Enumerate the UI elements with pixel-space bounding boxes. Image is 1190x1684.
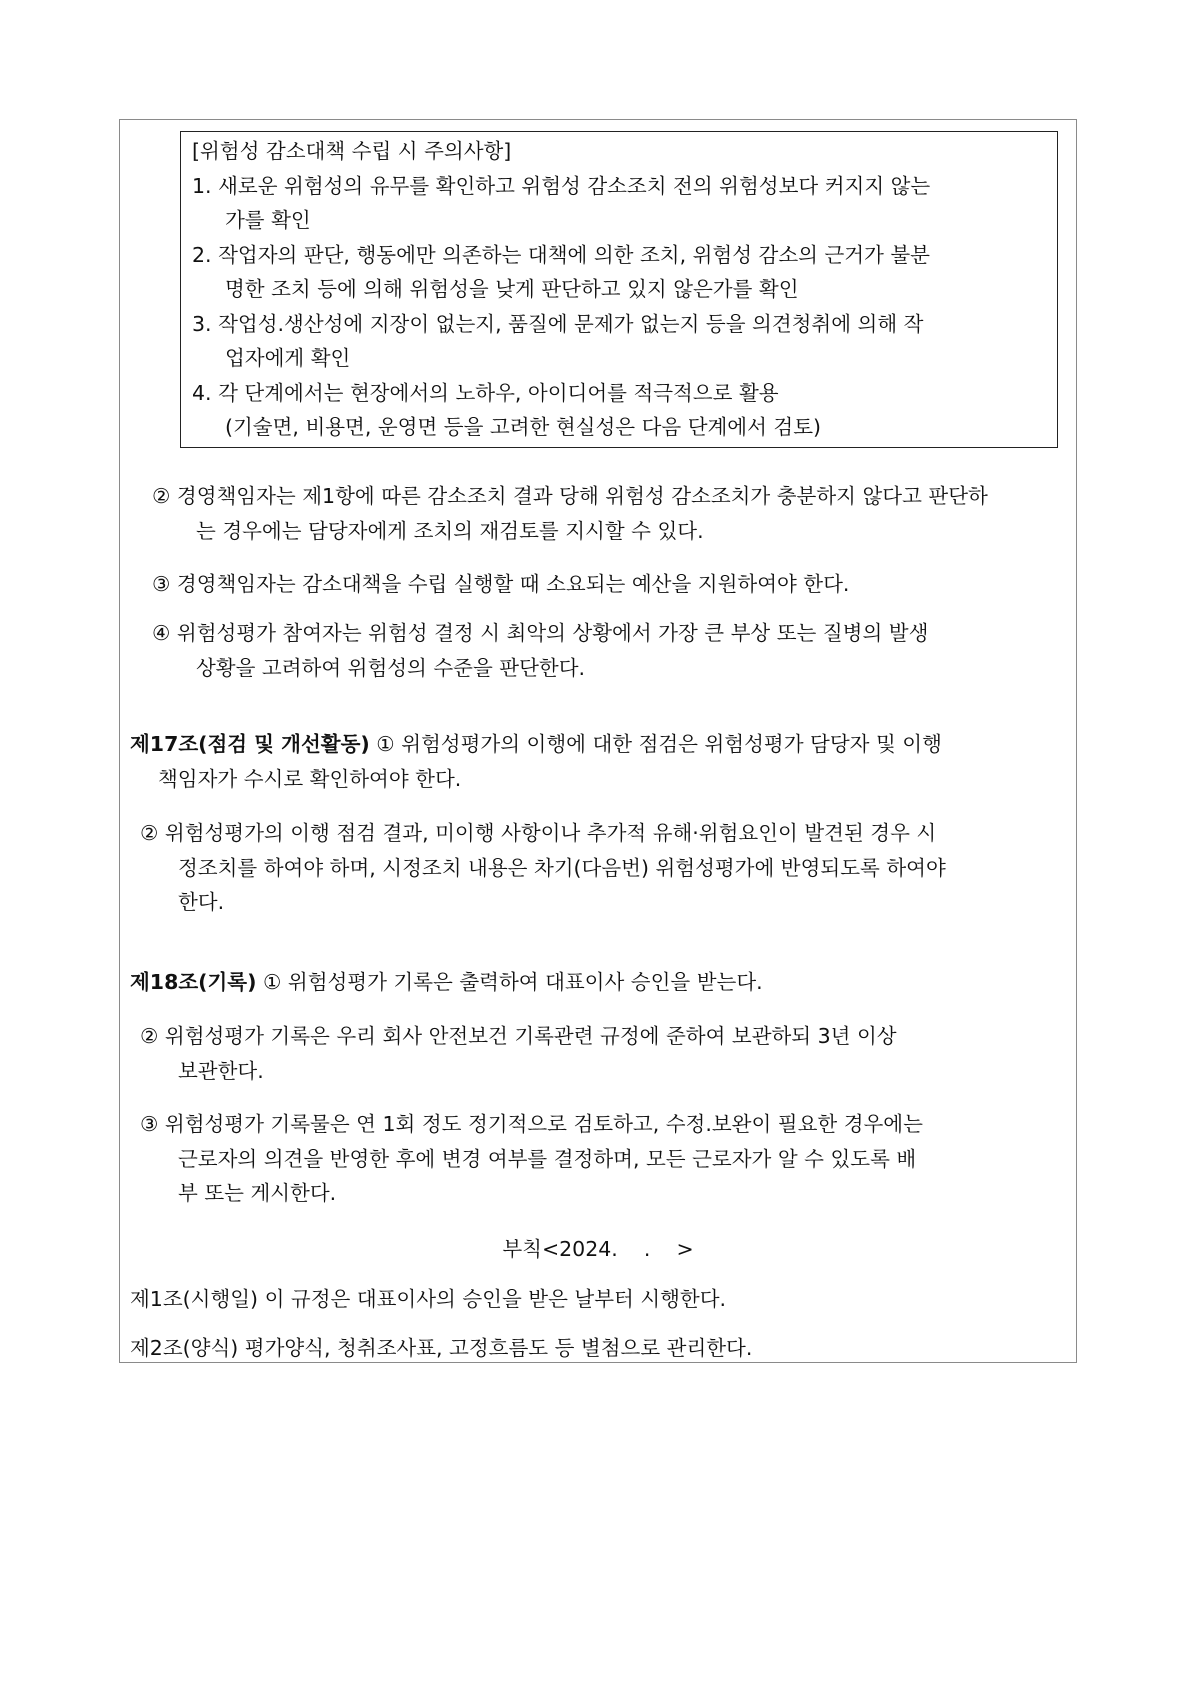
paragraph-line: ② 위험성평가의 이행 점검 결과, 미이행 사항이나 추가적 유해·위험요인이 발견된 경우 시 [140,821,937,845]
paragraph-line: ③ 위험성평가 기록물은 연 1회 정도 정기적으로 검토하고, 수정.보완이 필요한 경우에는 [140,1112,923,1136]
notice-item-continuation: 명한 조치 등에 의해 위험성을 낮게 판단하고 있지 않은가를 확인 [225,277,799,301]
art18-paragraph-3 [140,1107,1064,1211]
paragraph-line: 제2조(양식) 평가양식, 청취조사표, 고정흐름도 등 별첨으로 관리한다. [130,1336,753,1360]
notice-item-number: 4. [192,380,212,405]
paragraph-continuation: 책임자가 수시로 확인하여야 한다. [158,766,462,791]
notice-item-number: 3. [192,311,212,336]
article-heading: 제17조(점검 및 개선활동) [130,732,370,756]
notice-item-continuation: (기술면, 비용면, 운영면 등을 고려한 현실성은 다음 단계에서 검토) [225,415,822,439]
notice-item-continuation: 업자에게 확인 [225,346,351,370]
supplementary-title: 부칙<2024. . > [502,1237,694,1261]
paragraph-continuation: 상황을 고려하여 위험성의 수준을 판단한다. [196,655,586,680]
notice-item-line: 새로운 위험성의 유무를 확인하고 위험성 감소조치 전의 위험성보다 커지지 않는 [218,173,931,198]
notice-item-number: 2. [192,242,212,267]
notice-item-line: 각 단계에서는 현장에서의 노하우, 아이디어를 적극적으로 활용 [218,380,779,405]
notice-item-continuation: 가를 확인 [225,208,311,232]
paragraph-line: ③ 경영책임자는 감소대책을 수립 실행할 때 소요되는 예산을 지원하여야 한다. [152,572,850,596]
art18-paragraph-2 [140,1019,1064,1088]
paragraph-continuation: 는 경우에는 담당자에게 조치의 재검토를 지시할 수 있다. [196,518,704,543]
notice-item-line: 작업자의 판단, 행동에만 의존하는 대책에 의한 조치, 위험성 감소의 근거가 불분 [218,242,930,267]
notice-item-3 [192,307,1047,376]
notice-item-4 [192,376,1047,445]
paragraph-line: ④ 위험성평가 참여자는 위험성 결정 시 최악의 상황에서 가장 큰 부상 또는 질병의 발생 [152,621,929,645]
paragraph-line: ① 위험성평가 기록은 출력하여 대표이사 승인을 받는다. [256,970,763,994]
paragraph-line: 제1조(시행일) 이 규정은 대표이사의 승인을 받은 날부터 시행한다. [130,1287,727,1311]
notice-item-1 [192,169,1047,238]
notice-item-2 [192,238,1047,307]
paragraph-continuation: 한다. [178,890,225,914]
notice-item-line: 작업성.생산성에 지장이 없는지, 품질에 문제가 없는지 등을 의견청취에 의해 작 [218,311,924,336]
paragraph-continuation: 보관한다. [178,1058,264,1083]
supplementary-article-1 [130,1282,1064,1317]
notice-box [180,131,1058,448]
paragraph-continuation: 부 또는 게시한다. [178,1181,337,1205]
art16-paragraph-4 [152,616,1064,685]
art16-paragraph-3 [152,567,1064,602]
art18-paragraph-1 [130,965,1064,1000]
paragraph-line: ② 경영책임자는 제1항에 따른 감소조치 결과 당해 위험성 감소조치가 충분하지 않다고 판단하 [152,484,988,508]
paragraph-continuation: 정조치를 하여야 하며, 시정조치 내용은 차기(다음번) 위험성평가에 반영되도록 하여야 [178,855,946,880]
notice-item-number: 1. [192,173,212,198]
supplementary-article-2 [130,1331,1064,1366]
art16-paragraph-2 [152,479,1064,548]
paragraph-continuation: 근로자의 의견을 반영한 후에 변경 여부를 결정하며, 모든 근로자가 알 수 있도록 배 [178,1146,917,1171]
paragraph-line: ① 위험성평가의 이행에 대한 점검은 위험성평가 담당자 및 이행 [369,732,942,756]
paragraph-line: ② 위험성평가 기록은 우리 회사 안전보건 기록관련 규정에 준하여 보관하되 3년 이상 [140,1024,897,1048]
art17-paragraph-2 [140,816,1064,920]
art17-paragraph-1 [130,727,1064,796]
notice-title: [위험성 감소대책 수립 시 주의사항] [192,139,512,163]
article-heading: 제18조(기록) [130,970,257,994]
